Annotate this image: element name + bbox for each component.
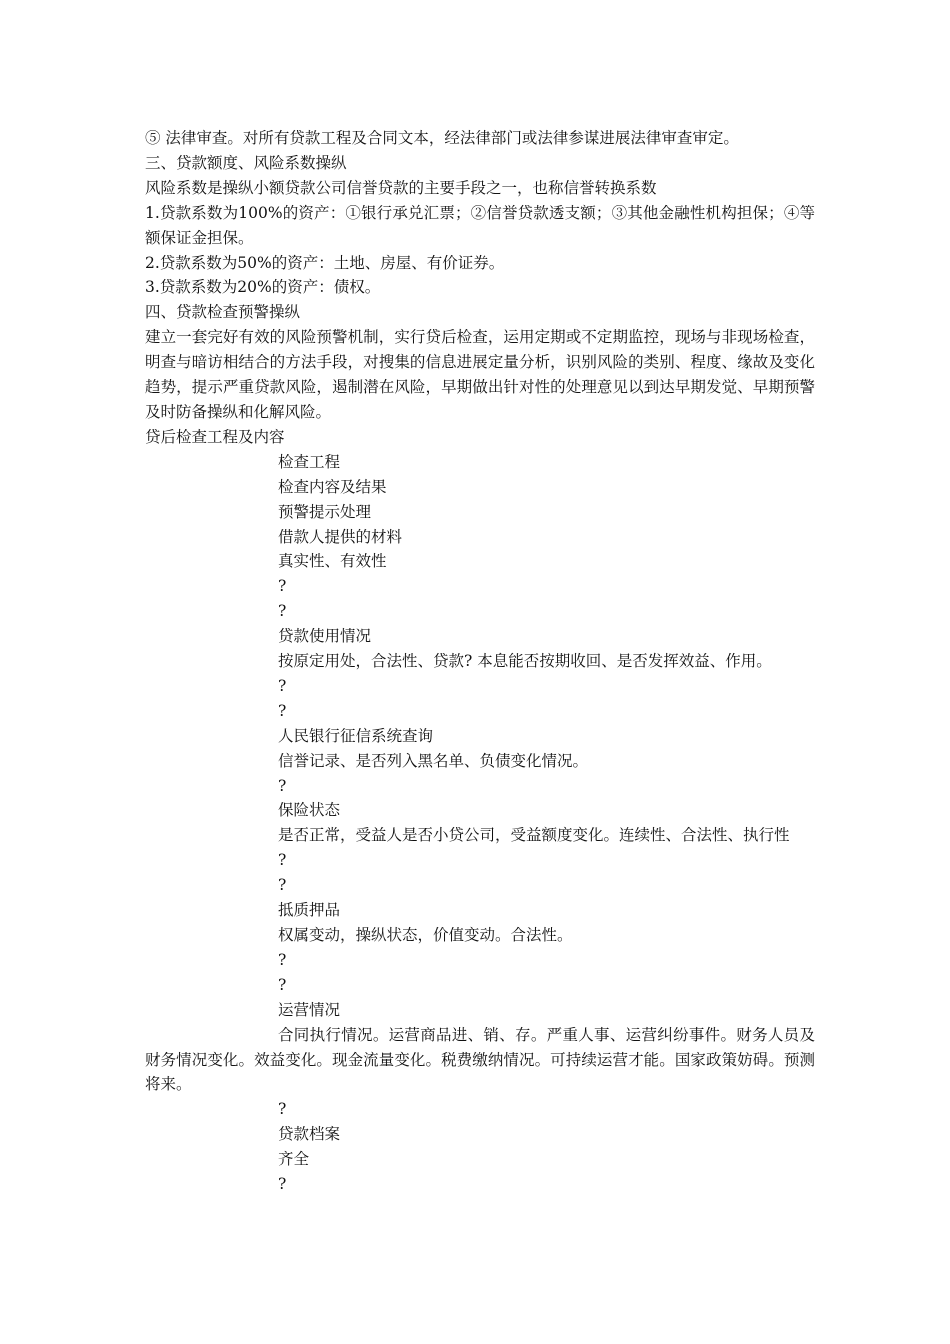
section-three-heading: 三、贷款额度、风险系数操纵: [145, 153, 347, 172]
table-item-name: 运营情况: [278, 1000, 341, 1019]
table-placeholder: ?: [278, 876, 287, 895]
table-item-name: 人民银行征信系统查询: [278, 726, 434, 745]
table-item-content: 合同执行情况。运营商品进、销、存。严重人事、运营纠纷事件。财务人员及财务情况变化。效益变化。现金流量变化。税费缴纳情况。可持续运营才能。国家政策妨碍。预测将来。: [145, 1025, 815, 1094]
table-item-name: 抵质押品: [278, 901, 341, 920]
table-item-name: 贷款使用情况: [278, 627, 372, 646]
section-four-heading: 四、贷款检查预警操纵: [145, 303, 301, 322]
coefficient-50-item: 2.贷款系数为50%的资产：土地、房屋、有价证券。: [145, 253, 505, 272]
table-placeholder: ?: [278, 851, 287, 870]
table-placeholder: ?: [278, 975, 287, 994]
table-item-content: 按原定用处，合法性、贷款? 本息能否按期收回、是否发挥效益、作用。: [278, 652, 772, 671]
table-placeholder: ?: [278, 577, 287, 596]
table-header-warning: 预警提示处理: [278, 502, 372, 521]
table-item-content: 信誉记录、是否列入黑名单、负债变化情况。: [278, 751, 589, 770]
table-placeholder: ?: [278, 950, 287, 969]
table-placeholder: ?: [278, 1100, 287, 1119]
table-placeholder: ?: [278, 701, 287, 720]
table-placeholder: ?: [278, 1175, 287, 1194]
table-item-content: 真实性、有效性: [278, 552, 387, 571]
table-placeholder: ?: [278, 602, 287, 621]
risk-coefficient-intro: 风险系数是操纵小额贷款公司信誉贷款的主要手段之一，也称信誉转换系数: [145, 178, 657, 197]
early-warning-paragraph: 建立一套完好有效的风险预警机制，实行贷后检查，运用定期或不定期监控，现场与非现场检查，明查与暗访相结合的方法手段，对搜集的信息进展定量分析，识别风险的类别、程度、缘故及变化趋势，提示严重贷款风险，遏制潜在风险，早期做出针对性的处理意见以到达早期发觉、早期预警及时防备操纵和化解风险。: [145, 328, 815, 421]
table-header-item: 检查工程: [278, 452, 341, 471]
document-body: [145, 126, 815, 1197]
table-item-name: 保险状态: [278, 801, 341, 820]
table-item-content: 权属变动，操纵状态，价值变动。合法性。: [278, 926, 573, 944]
table-item-content: 是否正常，受益人是否小贷公司，受益额度变化。连续性、合法性、执行性: [278, 826, 790, 845]
legal-review-paragraph: ⑤ 法律审查。对所有贷款工程及合同文本，经法律部门或法律参谋进展法律审查审定。: [145, 129, 739, 147]
coefficient-20-item: 3.贷款系数为20%的资产：债权。: [145, 278, 381, 297]
coefficient-100-item: 1.贷款系数为100%的资产：①银行承兑汇票；②信誉贷款透支额；③其他金融性机构担保；④等额保证金担保。: [145, 203, 815, 247]
table-item-content: 齐全: [278, 1150, 310, 1169]
table-item-name: 借款人提供的材料: [278, 527, 403, 546]
table-placeholder: ?: [278, 776, 287, 795]
table-placeholder: ?: [278, 676, 287, 695]
table-item-name: 贷款档案: [278, 1125, 341, 1144]
post-loan-check-title: 贷后检查工程及内容: [145, 427, 285, 446]
table-header-content: 检查内容及结果: [278, 477, 387, 496]
